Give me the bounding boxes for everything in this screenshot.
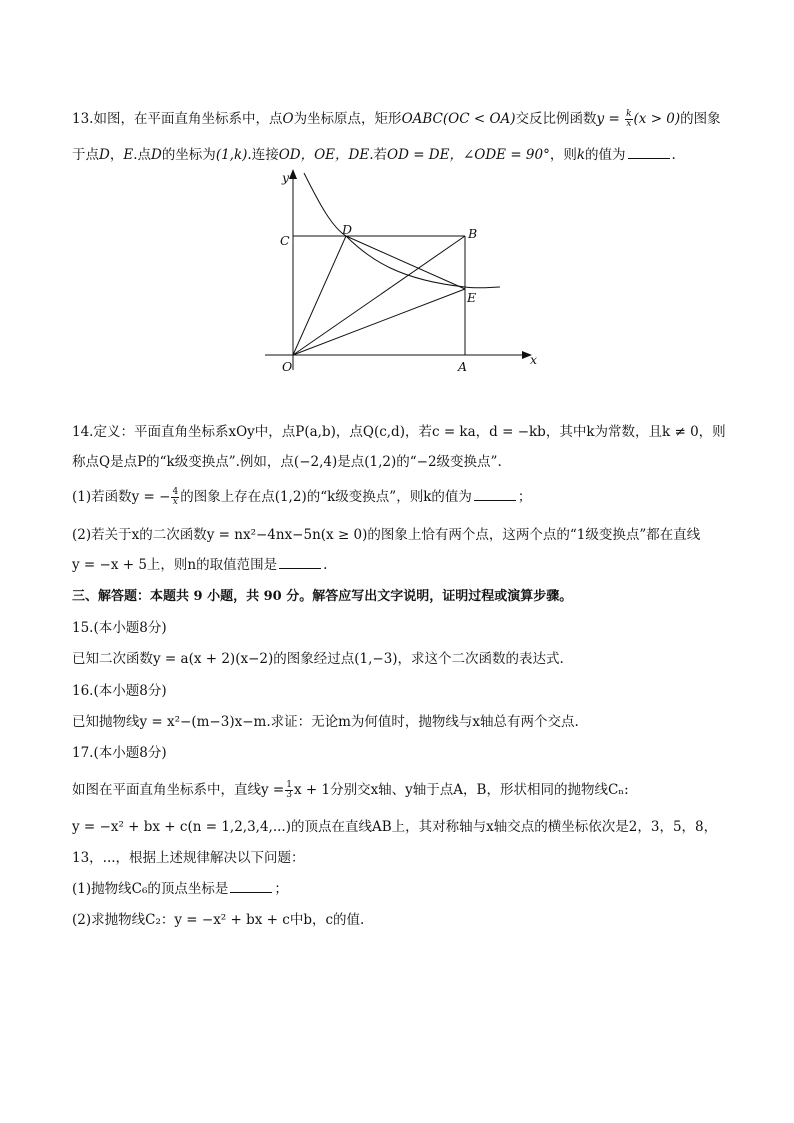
q14-line-2: 称点Q是点P的“k级变换点”.例如，点(−2,4)是点(1,2)的“−2级变换点”. [72,454,502,470]
q13-figure [260,165,550,380]
answer-blank[interactable] [628,146,670,159]
q17-head: 17.(本小题8分) [72,745,167,761]
q13-line-2: 于点D，E.点D的坐标为(1,k).连接OD，OE，DE.若OD = DE，∠ODE = 90°，则k的值为 . [72,147,676,163]
segment-DE [346,236,465,289]
q17-line-1: 如图在平面直角坐标系中，直线y = $\frac{1}{3}$ x + 1分别交x轴、y轴于点A，B，形状相同的抛物线Cₙ: [72,780,629,800]
segment-OB [293,236,465,355]
q15-head: 15.(本小题8分) [72,620,167,636]
q14-part-2-cont: y = −x + 5上，则n的取值范围是 . [72,557,328,573]
q17-part-2: (2)求抛物线C₂：y = −x² + bx + c中b，c的值. [72,912,365,928]
label-A: A [458,359,468,374]
y-axis-arrow [289,169,297,179]
q14-line-1: 14.定义：平面直角坐标系xOy中，点P(a,b)，点Q(c,d)，若c = ka，d = −kb，其中k为常数，且k ≠ 0，则 [72,424,726,440]
label-E: E [467,290,477,305]
label-B: B [468,226,478,241]
fraction-4-over-x: $\frac{4}{x}$ [172,487,179,507]
q14-part-1: (1)若函数y = − $\frac{4}{x}$ 的图象上存在点(1,2)的“k级变换点”，则k的值为 ； [72,487,532,507]
q17-part-1: (1)抛物线C₆的顶点坐标是 ； [72,881,288,897]
q16-head: 16.(本小题8分) [72,683,167,699]
fraction-1-over-3: $\frac{1}{3}$ [286,780,292,800]
answer-blank[interactable] [474,488,516,501]
label-C: C [280,233,290,248]
fraction-k-over-x: $\frac{k}{x}$ [626,109,632,129]
answer-blank[interactable] [230,880,272,893]
q17-line-2: y = −x² + bx + c(n = 1,2,3,4,...)的顶点在直线AB上，其对称轴与x轴交点的横坐标依次是2，3，5，8， [72,819,718,835]
q15-body: 已知二次函数y = a(x + 2)(x−2)的图象经过点(1,−3)，求这个二次函数的表达式. [72,651,564,667]
label-y: y [282,170,290,185]
q14-part-2: (2)若关于x的二次函数y = nx²−4nx−5n(x ≥ 0)的图象上恰有两个点，这两个点的“1级变换点”都在直线 [72,527,701,543]
segment-OE [293,289,465,355]
q13-line-1: 13.如图，在平面直角坐标系中，点O为坐标原点，矩形OABC(OC < OA)交反比例函数y = $\frac{k}{x}$ (x > 0)的图象 [72,109,721,129]
answer-blank[interactable] [279,556,321,569]
q16-body: 已知抛物线y = x²−(m−3)x−m.求证：无论m为何值时，抛物线与x轴总有两个交点. [72,714,579,730]
q17-line-3: 13，...，根据上述规律解决以下问题： [72,850,305,866]
section-3-title: 三、解答题：本题共 9 小题，共 90 分。解答应写出文字说明，证明过程或演算步骤。 [72,589,573,604]
label-O: O [282,359,293,374]
label-x: x [530,352,538,367]
label-D: D [342,222,353,237]
